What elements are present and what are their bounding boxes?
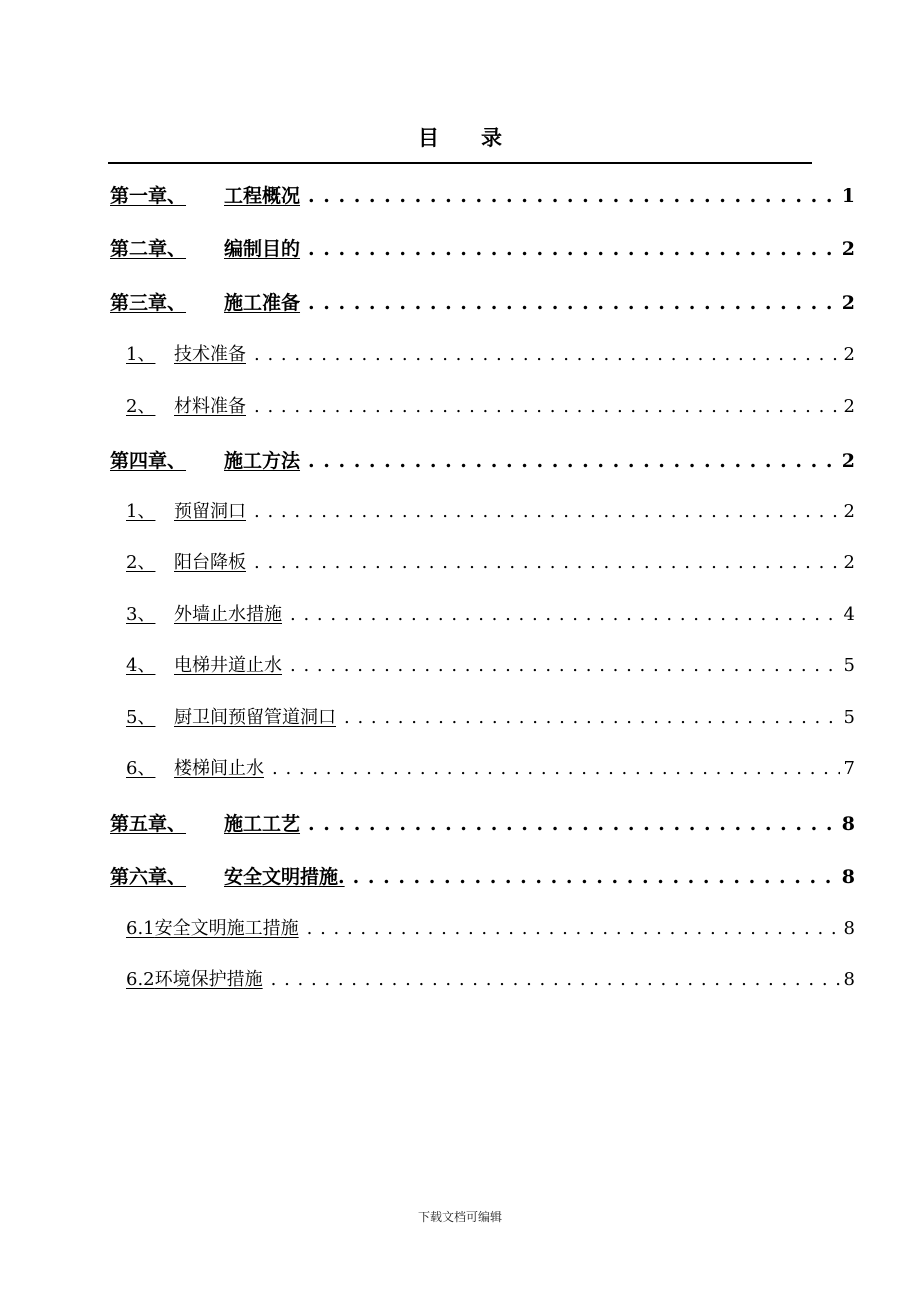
- toc-link[interactable]: [126, 548, 246, 574]
- toc-number: 5、: [126, 707, 156, 728]
- dot-leader: [308, 292, 838, 314]
- dot-leader: [308, 450, 838, 472]
- toc-page-number: 2: [843, 552, 855, 573]
- dot-leader: [307, 918, 840, 939]
- toc-entry-section-4-4[interactable]: [126, 651, 855, 681]
- toc-entry-section-4-5[interactable]: [126, 703, 855, 733]
- dot-leader: [290, 655, 840, 676]
- toc-page-number: 2: [841, 238, 855, 260]
- toc-number: 1、: [126, 344, 156, 365]
- toc-link[interactable]: [110, 181, 300, 208]
- toc-entry-chapter-5[interactable]: [110, 809, 855, 839]
- toc-number: 6.2: [126, 969, 155, 990]
- toc-page-number: 8: [841, 866, 855, 888]
- toc-number: 第六章、: [110, 866, 187, 888]
- toc-title: 工程概况: [224, 185, 301, 207]
- toc-page-number: 8: [841, 813, 855, 835]
- toc-entry-section-4-2[interactable]: [126, 548, 855, 578]
- toc-number: 4、: [126, 655, 156, 676]
- toc-title: 施工工艺: [224, 813, 301, 835]
- toc-link[interactable]: [126, 392, 246, 418]
- toc-title: 厨卫间预留管道洞口: [174, 707, 336, 728]
- toc-entry-section-3-2[interactable]: [126, 392, 855, 422]
- dot-leader: [308, 238, 838, 260]
- toc-title: 施工方法: [224, 450, 301, 472]
- toc-page-number: 2: [843, 344, 855, 365]
- toc-number: 第三章、: [110, 292, 187, 314]
- toc-number: 2、: [126, 396, 156, 417]
- title-divider: [108, 162, 812, 164]
- toc-entry-section-3-1[interactable]: [126, 340, 855, 370]
- dot-leader: [344, 707, 840, 728]
- toc-title: 安全文明措施.: [224, 866, 345, 888]
- toc-title: 电梯井道止水: [174, 655, 282, 676]
- toc-page-number: 8: [843, 969, 855, 990]
- toc-page-number: 5: [843, 707, 855, 728]
- toc-page-number: 4: [843, 604, 855, 625]
- toc-title: 预留洞口: [174, 501, 246, 522]
- toc-entry-chapter-3[interactable]: [110, 288, 855, 318]
- dot-leader: [272, 758, 840, 779]
- toc-number: 第一章、: [110, 185, 187, 207]
- dot-leader: [308, 813, 838, 835]
- toc-number: 第五章、: [110, 813, 187, 835]
- toc-page-number: 2: [843, 501, 855, 522]
- toc-entry-section-4-3[interactable]: [126, 600, 855, 630]
- toc-number: 1、: [126, 501, 156, 522]
- dot-leader: [290, 604, 840, 625]
- toc-page-number: 5: [843, 655, 855, 676]
- toc-entry-chapter-6[interactable]: [110, 862, 855, 892]
- toc-link[interactable]: [126, 651, 282, 677]
- toc-link[interactable]: [126, 703, 336, 729]
- toc-link[interactable]: [110, 862, 345, 889]
- toc-page-number: 2: [841, 450, 855, 472]
- toc-entry-chapter-1[interactable]: [110, 181, 855, 211]
- toc-link[interactable]: [110, 234, 300, 261]
- dot-leader: [271, 969, 840, 990]
- toc-link[interactable]: [110, 446, 300, 473]
- toc-entry-section-4-6[interactable]: [126, 754, 855, 784]
- toc-title: 环境保护措施: [154, 969, 263, 990]
- toc-title: 技术准备: [174, 344, 246, 365]
- toc-number: 第二章、: [110, 238, 187, 260]
- toc-title: 阳台降板: [174, 552, 246, 573]
- toc-link[interactable]: [126, 497, 246, 523]
- toc-entry-section-6-1[interactable]: [126, 914, 855, 944]
- dot-leader: [308, 185, 838, 207]
- dot-leader: [254, 396, 840, 417]
- toc-title: 外墙止水措施: [174, 604, 282, 625]
- toc-link[interactable]: [110, 809, 300, 836]
- toc-title: 编制目的: [224, 238, 301, 260]
- toc-number: 6.1: [126, 918, 155, 939]
- toc-entry-chapter-4[interactable]: [110, 446, 855, 476]
- toc-link[interactable]: [110, 288, 300, 315]
- toc-page-number: 2: [841, 292, 855, 314]
- toc-entry-chapter-2[interactable]: [110, 234, 855, 264]
- toc-link[interactable]: [126, 754, 264, 780]
- dot-leader: [353, 866, 838, 888]
- dot-leader: [254, 501, 840, 522]
- toc-number: 6、: [126, 758, 156, 779]
- toc-title: 楼梯间止水: [174, 758, 264, 779]
- toc-page-number: 7: [843, 758, 855, 779]
- toc-number: 2、: [126, 552, 156, 573]
- toc-link[interactable]: [126, 600, 282, 626]
- toc-title: 施工准备: [224, 292, 301, 314]
- toc-number: 3、: [126, 604, 156, 625]
- dot-leader: [254, 552, 840, 573]
- title-char-2: 录: [481, 125, 502, 150]
- toc-link[interactable]: [126, 914, 299, 940]
- toc-link[interactable]: [126, 340, 246, 366]
- toc-link[interactable]: [126, 965, 263, 991]
- page-footer: 下载文档可编辑: [417, 1210, 502, 1224]
- toc-entry-section-4-1[interactable]: [126, 497, 855, 527]
- toc-title: 材料准备: [174, 396, 246, 417]
- toc-page-number: 1: [841, 185, 855, 207]
- dot-leader: [254, 344, 840, 365]
- toc-number: 第四章、: [110, 450, 187, 472]
- toc-page-number: 8: [843, 918, 855, 939]
- toc-page-number: 2: [843, 396, 855, 417]
- toc-entry-section-6-2[interactable]: [126, 965, 855, 995]
- title-char-1: 目: [418, 125, 439, 150]
- toc-title: 安全文明施工措施: [154, 918, 299, 939]
- page-title: [0, 122, 920, 152]
